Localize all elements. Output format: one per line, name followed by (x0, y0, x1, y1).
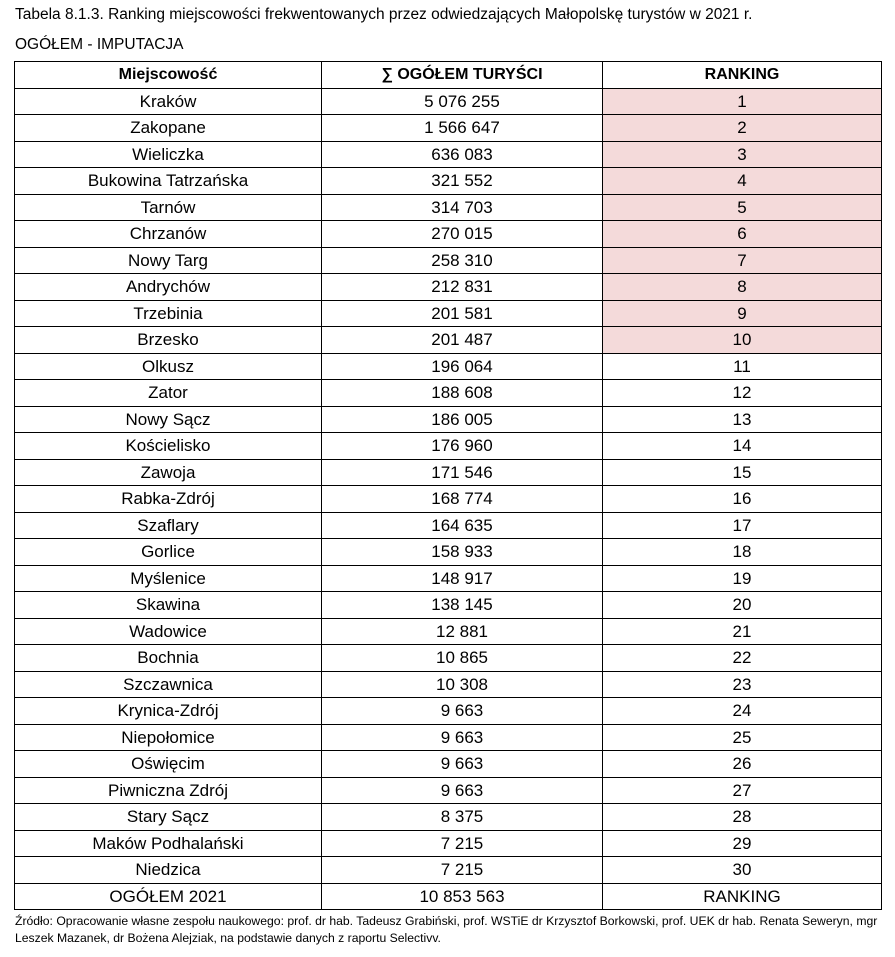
total-tourists-cell: 176 960 (322, 433, 603, 460)
header-total-tourists: ∑ OGÓŁEM TURYŚCI (322, 62, 603, 89)
ranking-cell: 16 (603, 486, 882, 513)
table-row (15, 777, 882, 804)
locality-cell: Chrzanów (15, 221, 322, 248)
total-tourists-cell: 7 215 (322, 857, 603, 884)
total-tourists-cell: 148 917 (322, 565, 603, 592)
total-tourists-cell: 10 865 (322, 645, 603, 672)
total-tourists-cell: 12 881 (322, 618, 603, 645)
table-body (15, 88, 882, 883)
ranking-cell: 3 (603, 141, 882, 168)
total-tourists-cell: 258 310 (322, 247, 603, 274)
table-row (15, 353, 882, 380)
total-ranking: RANKING (603, 883, 882, 910)
total-tourists-cell: 7 215 (322, 830, 603, 857)
table-row (15, 539, 882, 566)
table-row (15, 168, 882, 195)
locality-cell: Nowy Sącz (15, 406, 322, 433)
table-title: Tabela 8.1.3. Ranking miejscowości frekwentowanych przez odwiedzających Małopolskę turystów w 2021 r. (15, 6, 753, 23)
locality-cell: Kraków (15, 88, 322, 115)
locality-cell: Niedzica (15, 857, 322, 884)
locality-cell: Andrychów (15, 274, 322, 301)
ranking-cell: 24 (603, 698, 882, 725)
locality-cell: Nowy Targ (15, 247, 322, 274)
ranking-cell: 28 (603, 804, 882, 831)
table-row (15, 88, 882, 115)
ranking-cell: 11 (603, 353, 882, 380)
locality-cell: Szczawnica (15, 671, 322, 698)
ranking-cell: 25 (603, 724, 882, 751)
total-tourists-cell: 636 083 (322, 141, 603, 168)
table-row (15, 141, 882, 168)
ranking-cell: 7 (603, 247, 882, 274)
total-tourists-cell: 168 774 (322, 486, 603, 513)
locality-cell: Wieliczka (15, 141, 322, 168)
ranking-cell: 6 (603, 221, 882, 248)
total-tourists-cell: 201 581 (322, 300, 603, 327)
ranking-cell: 10 (603, 327, 882, 354)
ranking-cell: 17 (603, 512, 882, 539)
ranking-cell: 18 (603, 539, 882, 566)
ranking-table (14, 61, 882, 910)
table-row (15, 857, 882, 884)
total-tourists-cell: 171 546 (322, 459, 603, 486)
total-tourists-cell: 1 566 647 (322, 115, 603, 142)
total-tourists-cell: 188 608 (322, 380, 603, 407)
ranking-cell: 2 (603, 115, 882, 142)
total-tourists-cell: 270 015 (322, 221, 603, 248)
ranking-cell: 26 (603, 751, 882, 778)
total-tourists-cell: 8 375 (322, 804, 603, 831)
header-ranking: RANKING (603, 62, 882, 89)
total-tourists-cell: 9 663 (322, 724, 603, 751)
locality-cell: Niepołomice (15, 724, 322, 751)
table-row (15, 645, 882, 672)
locality-cell: Wadowice (15, 618, 322, 645)
table-row (15, 274, 882, 301)
ranking-cell: 4 (603, 168, 882, 195)
locality-cell: Myślenice (15, 565, 322, 592)
table-row (15, 592, 882, 619)
locality-cell: Stary Sącz (15, 804, 322, 831)
ranking-cell: 23 (603, 671, 882, 698)
total-tourists-cell: 196 064 (322, 353, 603, 380)
locality-cell: Maków Podhalański (15, 830, 322, 857)
total-tourists-cell: 314 703 (322, 194, 603, 221)
locality-cell: Zator (15, 380, 322, 407)
total-tourists-cell: 321 552 (322, 168, 603, 195)
ranking-cell: 5 (603, 194, 882, 221)
total-tourists-cell: 212 831 (322, 274, 603, 301)
locality-cell: Bukowina Tatrzańska (15, 168, 322, 195)
table-row (15, 247, 882, 274)
total-tourists-cell: 9 663 (322, 751, 603, 778)
header-row (15, 62, 882, 89)
locality-cell: Oświęcim (15, 751, 322, 778)
locality-cell: Gorlice (15, 539, 322, 566)
table-row (15, 751, 882, 778)
locality-cell: Zakopane (15, 115, 322, 142)
ranking-cell: 12 (603, 380, 882, 407)
ranking-cell: 1 (603, 88, 882, 115)
table-row (15, 724, 882, 751)
total-row (15, 883, 882, 910)
ranking-cell: 15 (603, 459, 882, 486)
table-row (15, 221, 882, 248)
ranking-cell: 13 (603, 406, 882, 433)
locality-cell: Kościelisko (15, 433, 322, 460)
ranking-cell: 8 (603, 274, 882, 301)
total-tourists-cell: 5 076 255 (322, 88, 603, 115)
total-tourists-cell: 186 005 (322, 406, 603, 433)
total-value: 10 853 563 (322, 883, 603, 910)
locality-cell: Olkusz (15, 353, 322, 380)
table-row (15, 433, 882, 460)
total-tourists-cell: 164 635 (322, 512, 603, 539)
table-row (15, 380, 882, 407)
table-row (15, 300, 882, 327)
table-row (15, 698, 882, 725)
table-row (15, 459, 882, 486)
table-subtitle: OGÓŁEM - IMPUTACJA (15, 36, 184, 53)
locality-cell: Trzebinia (15, 300, 322, 327)
ranking-cell: 30 (603, 857, 882, 884)
ranking-cell: 21 (603, 618, 882, 645)
table-row (15, 804, 882, 831)
total-tourists-cell: 158 933 (322, 539, 603, 566)
ranking-cell: 9 (603, 300, 882, 327)
locality-cell: Tarnów (15, 194, 322, 221)
ranking-cell: 27 (603, 777, 882, 804)
table-row (15, 486, 882, 513)
table-row (15, 618, 882, 645)
locality-cell: Szaflary (15, 512, 322, 539)
total-tourists-cell: 9 663 (322, 698, 603, 725)
locality-cell: Skawina (15, 592, 322, 619)
total-tourists-cell: 138 145 (322, 592, 603, 619)
ranking-cell: 22 (603, 645, 882, 672)
total-label: OGÓŁEM 2021 (15, 883, 322, 910)
table-row (15, 565, 882, 592)
table-row (15, 671, 882, 698)
total-tourists-cell: 9 663 (322, 777, 603, 804)
header-locality: Miejscowość (15, 62, 322, 89)
locality-cell: Rabka-Zdrój (15, 486, 322, 513)
table-row (15, 406, 882, 433)
ranking-cell: 14 (603, 433, 882, 460)
table-row (15, 327, 882, 354)
ranking-cell: 20 (603, 592, 882, 619)
total-tourists-cell: 201 487 (322, 327, 603, 354)
locality-cell: Brzesko (15, 327, 322, 354)
table-row (15, 830, 882, 857)
locality-cell: Zawoja (15, 459, 322, 486)
table-row (15, 115, 882, 142)
locality-cell: Bochnia (15, 645, 322, 672)
locality-cell: Piwniczna Zdrój (15, 777, 322, 804)
total-tourists-cell: 10 308 (322, 671, 603, 698)
table-row (15, 194, 882, 221)
ranking-cell: 19 (603, 565, 882, 592)
locality-cell: Krynica-Zdrój (15, 698, 322, 725)
table-row (15, 512, 882, 539)
ranking-cell: 29 (603, 830, 882, 857)
source-note: Źródło: Opracowanie własne zespołu naukowego: prof. dr hab. Tadeusz Grabiński, prof. WSTiE dr Krzysztof Borkowski, prof. UEK dr hab. Renata Seweryn, mgr Leszek Mazanek, dr Bożena Alejziak, na podstawie danych z raportu Selectivv. (15, 914, 878, 945)
